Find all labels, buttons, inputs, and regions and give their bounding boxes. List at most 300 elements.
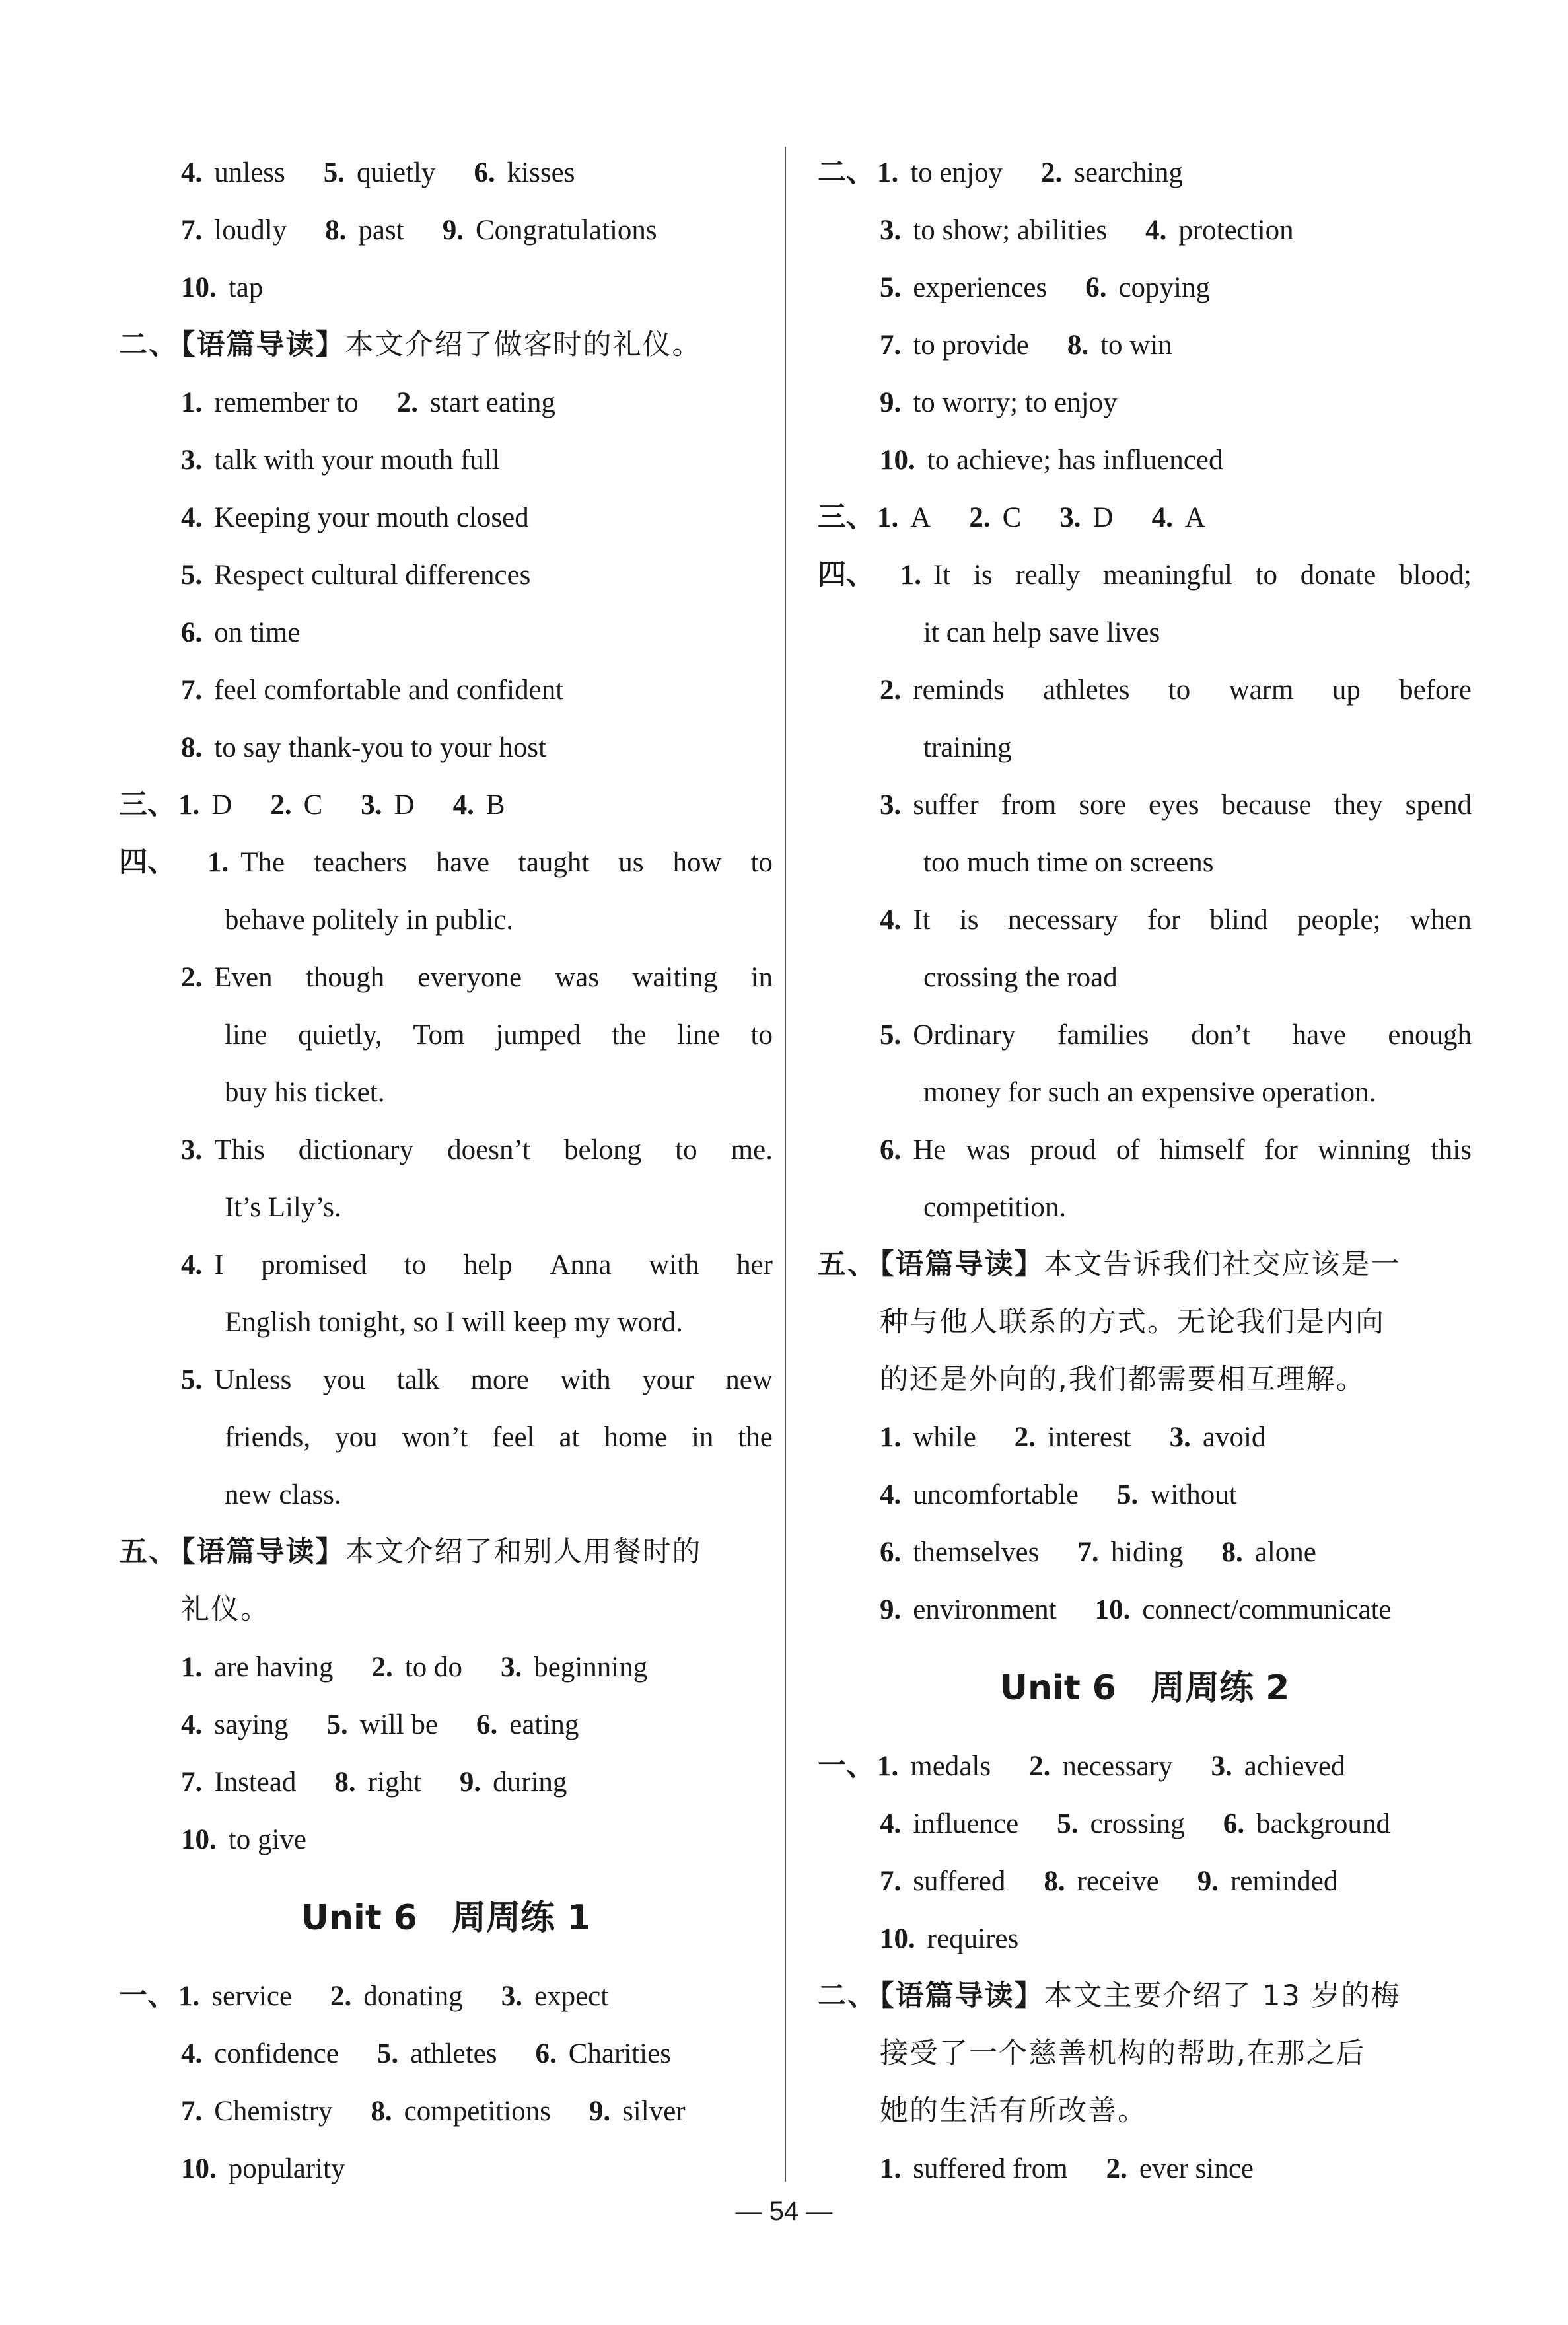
item-number: 7. bbox=[181, 675, 203, 706]
answer-line bbox=[119, 1409, 773, 1466]
word: to bbox=[750, 847, 773, 878]
answer-item bbox=[181, 1709, 289, 1740]
section-intro: 本文告诉我们社交应该是一 bbox=[1044, 1248, 1401, 1281]
item-number: 7. bbox=[181, 1767, 203, 1798]
answer-item bbox=[1077, 1537, 1183, 1568]
column-divider bbox=[785, 147, 786, 2182]
item-number: 10. bbox=[181, 272, 217, 303]
section-lead: 【语篇导读】 bbox=[880, 1248, 1044, 1281]
answer-item bbox=[880, 1594, 1057, 1625]
answer-line bbox=[818, 1466, 1472, 1524]
answer-line bbox=[119, 1811, 773, 1868]
item-number: 4. bbox=[880, 1479, 902, 1510]
answer-item bbox=[181, 215, 287, 246]
answer-item bbox=[535, 2038, 671, 2069]
item-number: 10. bbox=[1094, 1594, 1131, 1625]
answer-line bbox=[818, 2083, 1472, 2140]
answer-item bbox=[181, 560, 530, 591]
item-number: 8. bbox=[1067, 330, 1089, 361]
item-number: 3. bbox=[1059, 502, 1081, 533]
answer-item bbox=[476, 1709, 579, 1740]
answer-item bbox=[880, 1479, 1079, 1510]
answer-item bbox=[1211, 1751, 1345, 1782]
answer-item bbox=[330, 1981, 463, 2012]
item-number: 8. bbox=[1044, 1866, 1065, 1897]
item-number: 3. bbox=[181, 445, 203, 476]
item-text: while bbox=[913, 1422, 976, 1453]
item-number: 2. bbox=[1029, 1751, 1051, 1782]
answer-line bbox=[818, 2140, 1472, 2197]
item-number: 4. bbox=[1151, 502, 1173, 533]
answer-line bbox=[119, 1968, 773, 2025]
item-text: unless bbox=[214, 157, 285, 188]
item-number: 6. bbox=[880, 1537, 902, 1568]
continuation-text: English tonight, so I will keep my word. bbox=[225, 1307, 683, 1338]
item-text: confidence bbox=[214, 2038, 339, 2069]
answer-item bbox=[1044, 1866, 1158, 1897]
answer-item bbox=[1085, 272, 1210, 303]
section-marker: 二、 bbox=[119, 328, 178, 361]
answer-line bbox=[119, 374, 773, 431]
word: when bbox=[1409, 904, 1472, 936]
word: to bbox=[404, 1249, 427, 1280]
section-start bbox=[119, 1535, 702, 1568]
answer-line bbox=[818, 1064, 1472, 1121]
answer-line bbox=[818, 431, 1472, 489]
section-marker: 一、 bbox=[119, 1979, 176, 2012]
word: donate bbox=[1300, 560, 1376, 591]
answer-item: 2. reminds bbox=[880, 675, 1005, 706]
answer-line bbox=[119, 719, 773, 776]
word: is bbox=[973, 560, 993, 591]
answer-item bbox=[969, 502, 1021, 533]
item-number: 9. bbox=[880, 387, 902, 418]
answer-line bbox=[818, 1853, 1472, 1910]
answer-line bbox=[119, 1006, 773, 1064]
section-marker: 四、 bbox=[119, 846, 176, 879]
word: at bbox=[559, 1422, 580, 1453]
item-number: 5. bbox=[323, 157, 345, 188]
item-number: 10. bbox=[880, 445, 915, 476]
word: sore bbox=[1079, 790, 1127, 821]
answer-item bbox=[1095, 1594, 1392, 1625]
item-number: 7. bbox=[880, 1866, 902, 1897]
answer-line bbox=[818, 834, 1472, 891]
word: enough bbox=[1388, 1019, 1472, 1051]
answer-item bbox=[178, 790, 232, 821]
item-text: will be bbox=[359, 1709, 439, 1740]
answer-item bbox=[453, 790, 505, 821]
answer-item bbox=[178, 1981, 292, 2012]
item-number: 2. bbox=[1014, 1422, 1036, 1453]
item-text: C bbox=[1002, 502, 1022, 533]
section-lead: 【语篇导读】 bbox=[880, 1979, 1044, 2012]
word: meaningful bbox=[1102, 560, 1232, 591]
item-number: 2. bbox=[371, 1652, 393, 1683]
word: talk bbox=[396, 1364, 440, 1395]
word: people; bbox=[1297, 904, 1381, 936]
answer-line bbox=[119, 1179, 773, 1236]
word: for bbox=[1147, 904, 1181, 936]
word: Anna bbox=[550, 1249, 612, 1280]
section-marker: 五、 bbox=[119, 1535, 178, 1568]
word: of bbox=[1116, 1134, 1140, 1165]
item-text: alone bbox=[1254, 1537, 1316, 1568]
item-number: 4. bbox=[181, 1709, 203, 1740]
item-number: 2. bbox=[1106, 2153, 1127, 2184]
word: this bbox=[1430, 1134, 1472, 1165]
answer-line bbox=[818, 1968, 1472, 2025]
answer-item: 3. suffer bbox=[880, 790, 979, 821]
answer-item bbox=[1197, 1866, 1338, 1897]
section-marker: 一、 bbox=[818, 1750, 874, 1783]
answer-line bbox=[119, 144, 773, 202]
answer-line bbox=[818, 1006, 1472, 1064]
item-text: avoid bbox=[1202, 1422, 1266, 1453]
item-number: 2. bbox=[396, 387, 418, 418]
answer-item bbox=[181, 157, 285, 188]
word: won’t bbox=[402, 1422, 468, 1453]
item-text: D bbox=[211, 790, 232, 821]
item-number: 8. bbox=[1221, 1537, 1243, 1568]
left-column bbox=[119, 144, 773, 2197]
item-number: 4. bbox=[880, 1808, 902, 1839]
answer-line bbox=[818, 1524, 1472, 1581]
word: dictionary bbox=[298, 1134, 414, 1165]
word: friends, bbox=[225, 1422, 311, 1453]
item-text: A bbox=[910, 502, 931, 533]
word: though bbox=[305, 962, 385, 993]
item-text: crossing bbox=[1090, 1808, 1185, 1839]
answer-item: 4. I bbox=[181, 1249, 224, 1280]
item-number: 1. bbox=[877, 1751, 899, 1782]
answer-line bbox=[119, 1581, 773, 1639]
answer-item bbox=[270, 790, 322, 821]
answer-item: 5. Unless bbox=[181, 1364, 292, 1395]
item-text: popularity bbox=[228, 2153, 345, 2184]
item-number: 5. bbox=[181, 1364, 203, 1395]
item-text: to worry; to enjoy bbox=[913, 387, 1118, 418]
section-marker: 三、 bbox=[119, 788, 176, 821]
word: spend bbox=[1405, 790, 1472, 821]
word: line bbox=[225, 1019, 267, 1051]
answer-item bbox=[501, 1652, 647, 1683]
item-text: reminded bbox=[1230, 1866, 1338, 1897]
answer-line bbox=[119, 1753, 773, 1811]
item-number: 5. bbox=[326, 1709, 348, 1740]
item-number: 3. bbox=[1211, 1751, 1232, 1782]
right-column bbox=[818, 144, 1472, 2197]
word: with bbox=[560, 1364, 611, 1395]
word: up bbox=[1332, 675, 1361, 706]
item-text: D bbox=[1092, 502, 1114, 533]
item-number: 4. bbox=[181, 2038, 203, 2069]
answer-line bbox=[818, 202, 1472, 259]
word: winning bbox=[1317, 1134, 1411, 1165]
answer-line bbox=[818, 1179, 1472, 1236]
answer-item: 6. He bbox=[880, 1134, 946, 1165]
answer-item bbox=[460, 1767, 567, 1798]
item-number: 4. bbox=[181, 1249, 203, 1280]
item-number: 10. bbox=[880, 1923, 915, 1954]
answer-item bbox=[880, 387, 1118, 418]
answer-line bbox=[119, 259, 773, 316]
answer-item bbox=[1041, 157, 1183, 188]
word: in bbox=[750, 962, 773, 993]
word: to bbox=[750, 1019, 773, 1051]
word: how bbox=[672, 847, 722, 878]
item-text: requires bbox=[927, 1923, 1019, 1954]
continuation-text: 的还是外向的,我们都需要相互理解。 bbox=[880, 1363, 1366, 1396]
answer-line bbox=[119, 1121, 773, 1179]
answer-line bbox=[818, 949, 1472, 1006]
item-text: hiding bbox=[1110, 1537, 1184, 1568]
word: before bbox=[1399, 675, 1472, 706]
answer-item bbox=[880, 445, 1223, 476]
answer-item bbox=[1029, 1751, 1172, 1782]
item-number: 9. bbox=[459, 1767, 481, 1798]
item-text: saying bbox=[214, 1709, 289, 1740]
answer-line bbox=[818, 776, 1472, 834]
item-number: 1. bbox=[178, 790, 200, 821]
answer-item bbox=[880, 1808, 1018, 1839]
item-text: kisses bbox=[507, 157, 575, 188]
item-number: 1. bbox=[181, 387, 203, 418]
continuation-text: 她的生活有所改善。 bbox=[880, 2094, 1147, 2127]
item-number: 6. bbox=[474, 157, 495, 188]
answer-line bbox=[119, 1524, 773, 1581]
answer-item bbox=[1117, 1479, 1237, 1510]
item-number: 3. bbox=[501, 1981, 522, 2012]
answer-item bbox=[181, 617, 300, 648]
item-text: remember to bbox=[214, 387, 359, 418]
item-number: 5. bbox=[880, 272, 902, 303]
section-lead: 【语篇导读】 bbox=[181, 1535, 345, 1568]
answer-item bbox=[181, 2038, 339, 2069]
section-marker: 二、 bbox=[818, 1979, 877, 2012]
item-text: to say thank-you to your host bbox=[214, 732, 547, 763]
continuation-text: 种与他人联系的方式。无论我们是内向 bbox=[880, 1306, 1385, 1339]
item-number: 6. bbox=[880, 1134, 902, 1165]
word: to bbox=[675, 1134, 697, 1165]
answer-item bbox=[501, 1981, 608, 2012]
answer-line bbox=[119, 776, 773, 834]
answer-line bbox=[119, 1294, 773, 1351]
answer-item bbox=[181, 2096, 332, 2127]
answer-item bbox=[327, 1709, 438, 1740]
section-start bbox=[818, 1979, 1401, 2012]
item-text: eating bbox=[509, 1709, 579, 1740]
answer-line bbox=[119, 2025, 773, 2083]
answer-line bbox=[119, 202, 773, 259]
answer-item bbox=[181, 732, 546, 763]
section-intro: 本文介绍了和别人用餐时的 bbox=[345, 1535, 702, 1568]
item-text: ever since bbox=[1139, 2153, 1254, 2184]
continuation-text: training bbox=[923, 732, 1012, 763]
word: don’t bbox=[1191, 1019, 1251, 1051]
continuation-text: crossing the road bbox=[923, 962, 1118, 993]
answer-item bbox=[334, 1767, 421, 1798]
word: necessary bbox=[1007, 904, 1118, 936]
word: they bbox=[1334, 790, 1383, 821]
item-number: 1. bbox=[877, 502, 899, 533]
word: us bbox=[618, 847, 644, 878]
answer-line bbox=[818, 1738, 1472, 1795]
answer-item bbox=[1067, 330, 1172, 361]
item-number: 8. bbox=[371, 2096, 392, 2127]
word: your bbox=[642, 1364, 694, 1395]
continuation-text: It’s Lily’s. bbox=[225, 1192, 341, 1223]
item-text: to provide bbox=[913, 330, 1029, 361]
item-text: connect/communicate bbox=[1142, 1594, 1392, 1625]
item-number: 2. bbox=[969, 502, 991, 533]
word: taught bbox=[518, 847, 590, 878]
continuation-text: too much time on screens bbox=[923, 847, 1214, 878]
word: doesn’t bbox=[447, 1134, 530, 1165]
word: proud bbox=[1030, 1134, 1096, 1165]
answer-item bbox=[181, 675, 563, 706]
item-text: beginning bbox=[534, 1652, 648, 1683]
word: her bbox=[736, 1249, 773, 1280]
answer-line bbox=[818, 489, 1472, 546]
continuation-text: 接受了一个慈善机构的帮助,在那之后 bbox=[880, 2037, 1366, 2070]
answer-item bbox=[361, 790, 414, 821]
item-text: Charities bbox=[568, 2038, 671, 2069]
word: home bbox=[604, 1422, 667, 1453]
answer-item bbox=[1059, 502, 1113, 533]
section-marker: 二、 bbox=[818, 156, 874, 189]
answer-item bbox=[1152, 502, 1205, 533]
item-text: experiences bbox=[913, 272, 1048, 303]
answer-item: 5. Ordinary bbox=[880, 1019, 1016, 1051]
item-text: background bbox=[1256, 1808, 1391, 1839]
answer-item bbox=[877, 157, 1003, 188]
answer-line bbox=[119, 2140, 773, 2197]
item-number: 1. bbox=[181, 1652, 203, 1683]
answer-line bbox=[119, 431, 773, 489]
item-number: 7. bbox=[181, 215, 203, 246]
word: waiting bbox=[632, 962, 718, 993]
item-text: tap bbox=[228, 272, 264, 303]
answer-item bbox=[1145, 215, 1294, 246]
unit-heading: Unit 6 周周练 2 bbox=[999, 1668, 1290, 1708]
item-text: Chemistry bbox=[214, 2096, 333, 2127]
word: me. bbox=[731, 1134, 773, 1165]
item-text: Instead bbox=[214, 1767, 297, 1798]
item-text: start eating bbox=[430, 387, 555, 418]
answer-line bbox=[818, 1121, 1472, 1179]
item-text: suffered bbox=[913, 1866, 1006, 1897]
word: jumped bbox=[495, 1019, 581, 1051]
continuation-text: buy his ticket. bbox=[225, 1077, 385, 1108]
word: from bbox=[1001, 790, 1057, 821]
word: new bbox=[725, 1364, 773, 1395]
answer-item bbox=[1170, 1422, 1266, 1453]
item-number: 1. bbox=[877, 157, 899, 188]
answer-line bbox=[818, 259, 1472, 316]
item-number: 6. bbox=[181, 617, 203, 648]
word: blood; bbox=[1399, 560, 1472, 591]
answer-line bbox=[119, 949, 773, 1006]
item-number: 7. bbox=[181, 2096, 203, 2127]
item-number: 7. bbox=[880, 330, 902, 361]
answer-line bbox=[119, 891, 773, 949]
answer-line bbox=[818, 891, 1472, 949]
item-text: to do bbox=[404, 1652, 462, 1683]
answer-line bbox=[119, 2083, 773, 2140]
continuation-text: new class. bbox=[225, 1479, 341, 1510]
word: himself bbox=[1159, 1134, 1245, 1165]
item-number: 4. bbox=[880, 904, 902, 936]
answer-line bbox=[818, 1581, 1472, 1639]
word: to bbox=[1168, 675, 1191, 706]
item-number: 3. bbox=[361, 790, 382, 821]
item-text: past bbox=[358, 215, 404, 246]
answer-line bbox=[818, 316, 1472, 374]
item-text: right bbox=[367, 1767, 421, 1798]
item-number: 4. bbox=[1145, 215, 1167, 246]
answer-item bbox=[1223, 1808, 1390, 1839]
answer-item bbox=[181, 2153, 345, 2184]
answer-item bbox=[181, 1767, 296, 1798]
section-start bbox=[119, 328, 702, 361]
word: families bbox=[1057, 1019, 1149, 1051]
answer-line bbox=[818, 144, 1472, 202]
answer-item bbox=[880, 2153, 1068, 2184]
answer-item bbox=[181, 387, 359, 418]
answer-item bbox=[880, 1866, 1005, 1897]
item-number: 5. bbox=[1117, 1479, 1139, 1510]
item-number: 6. bbox=[1223, 1808, 1245, 1839]
word: feel bbox=[492, 1422, 535, 1453]
word: have bbox=[435, 847, 489, 878]
answer-item bbox=[877, 502, 931, 533]
section-intro: 本文介绍了做客时的礼仪。 bbox=[345, 328, 702, 361]
item-text: are having bbox=[214, 1652, 334, 1683]
item-number: 5. bbox=[181, 560, 203, 591]
section-lead: 【语篇导读】 bbox=[181, 328, 345, 361]
answer-line bbox=[119, 661, 773, 719]
item-text: copying bbox=[1118, 272, 1210, 303]
item-number: 9. bbox=[588, 2096, 611, 2127]
item-number: 2. bbox=[880, 675, 902, 706]
answer-item bbox=[1221, 1537, 1316, 1568]
unit-heading: Unit 6 周周练 1 bbox=[301, 1898, 591, 1938]
answer-line bbox=[119, 489, 773, 546]
answer-line bbox=[119, 1236, 773, 1294]
answer-item: 1. The bbox=[207, 847, 285, 878]
item-text: to give bbox=[228, 1824, 306, 1855]
answer-line bbox=[119, 1064, 773, 1121]
word: because bbox=[1221, 790, 1312, 821]
word: you bbox=[322, 1364, 366, 1395]
answer-item bbox=[880, 1923, 1018, 1954]
answer-item bbox=[880, 1422, 976, 1453]
word: the bbox=[612, 1019, 647, 1051]
continuation-text: 礼仪。 bbox=[181, 1593, 270, 1626]
answer-line bbox=[818, 1910, 1472, 1968]
answer-item bbox=[1015, 1422, 1131, 1453]
answer-item bbox=[181, 502, 529, 533]
item-number: 6. bbox=[1085, 272, 1107, 303]
answer-item bbox=[324, 157, 436, 188]
item-text: expect bbox=[534, 1981, 609, 2012]
answer-item bbox=[181, 445, 500, 476]
item-number: 3. bbox=[500, 1652, 522, 1683]
section-marker: 五、 bbox=[818, 1248, 877, 1281]
answer-item bbox=[325, 215, 404, 246]
answer-line bbox=[818, 661, 1472, 719]
